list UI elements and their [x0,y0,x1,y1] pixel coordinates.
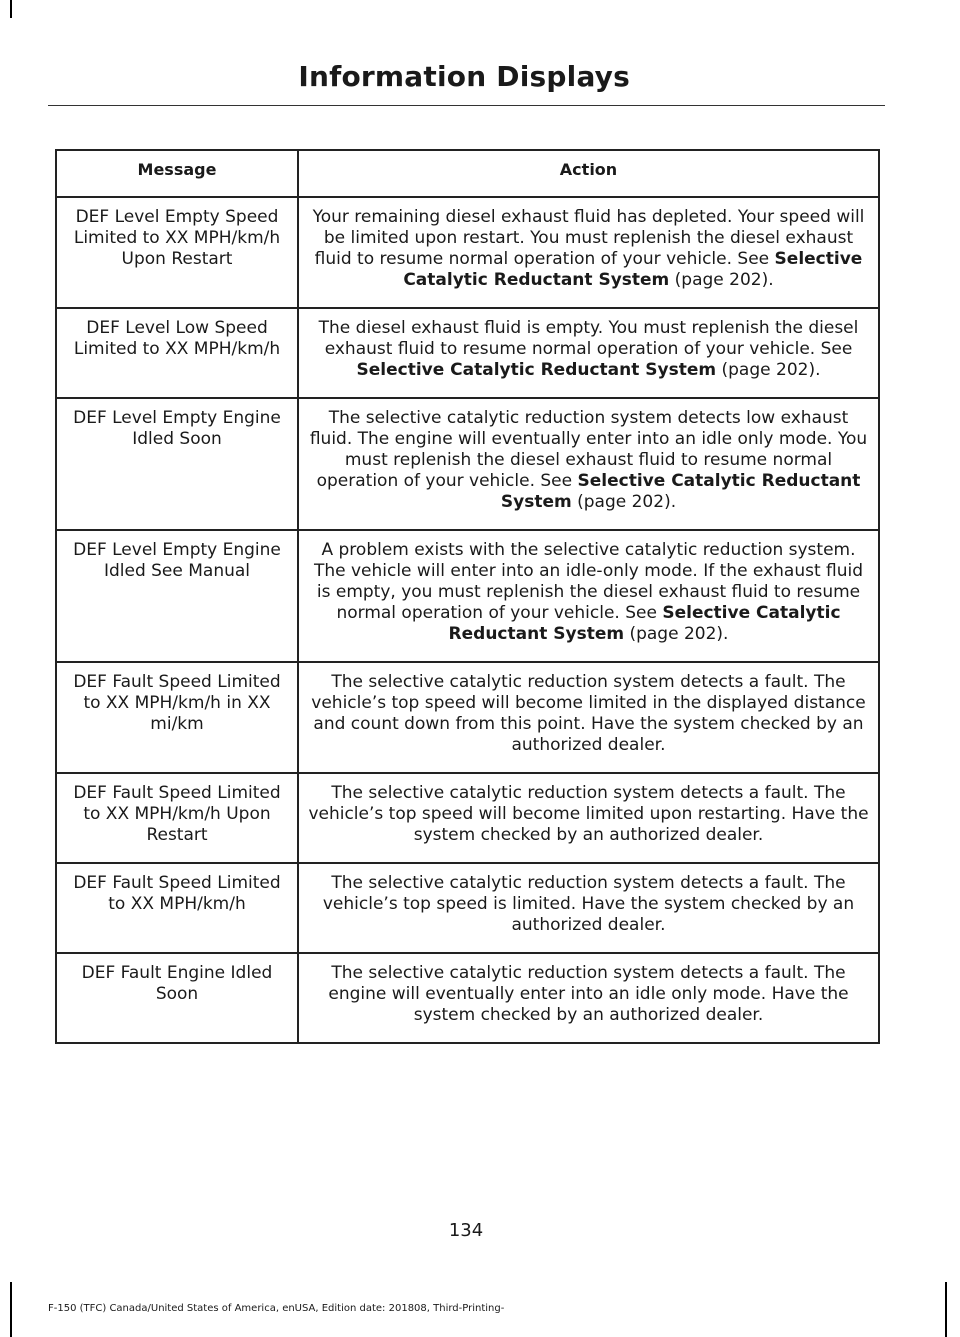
cross-reference-link[interactable]: Selective Catalytic Reductant System [500,471,861,512]
title-divider [48,105,885,106]
table-header-row [56,150,879,197]
action-text: The selective catalytic reduction system detects low exhaust fluid. The engine will eventually enter into an idle only mode. You must replenish the diesel exhaust fluid to resume normal operation of your vehicle. See [309,408,868,491]
table-row [56,953,879,1043]
column-header-action: Action [298,150,879,197]
page-reference: (page 202). [716,360,821,380]
message-cell: DEF Level Empty Engine Idled Soon [56,398,298,530]
action-cell [298,398,879,530]
action-cell [298,308,879,398]
cross-reference-link[interactable]: Selective Catalytic Reductant System [448,603,841,644]
page-reference: (page 202). [571,492,677,512]
table-row [56,662,879,773]
page-reference: (page 202). [669,270,774,290]
action-text: The selective catalytic reduction system detects a fault. The vehicle’s top speed will become limited upon restarting. Have the system checked by an authorized dealer. [308,783,869,845]
table-row [56,197,879,308]
crop-mark-bottom-right [945,1282,947,1337]
action-text: The selective catalytic reduction system detects a fault. The vehicle’s top speed is limited. Have the system checked by an authorized dealer. [322,873,855,935]
table-row [56,398,879,530]
message-cell: DEF Level Empty Engine Idled See Manual [56,530,298,662]
crop-mark-top-left [10,0,12,18]
action-text: A problem exists with the selective catalytic reduction system. The vehicle will enter into an idle-only mode. If the exhaust fluid is empty, you must replenish the diesel exhaust fluid to resume normal operation of your vehicle. See [313,540,864,623]
cross-reference-link[interactable]: Selective Catalytic Reductant System [403,249,863,290]
page-reference: (page 202). [624,624,729,644]
message-cell: DEF Level Empty Speed Limited to XX MPH/km/h Upon Restart [56,197,298,308]
column-header-message: Message [56,150,298,197]
table-row [56,530,879,662]
action-text: Your remaining diesel exhaust fluid has depleted. Your speed will be limited upon restart. You must replenish the diesel exhaust fluid to resume normal operation of your vehicle. See [312,207,865,269]
action-cell [298,863,879,953]
message-cell: DEF Fault Engine Idled Soon [56,953,298,1043]
action-text: The selective catalytic reduction system detects a fault. The vehicle’s top speed will become limited in the displayed distance and count down from this point. Have the system checked by an authorized dealer. [311,672,866,755]
action-cell [298,773,879,863]
action-text: The diesel exhaust fluid is empty. You must replenish the diesel exhaust fluid to resume normal operation of your vehicle. See [318,318,859,359]
crop-mark-bottom-left [10,1282,12,1337]
action-cell [298,662,879,773]
message-cell: DEF Fault Speed Limited to XX MPH/km/h Upon Restart [56,773,298,863]
message-action-table [55,149,880,1044]
cross-reference-link[interactable]: Selective Catalytic Reductant System [356,360,717,380]
action-cell [298,530,879,662]
message-cell: DEF Fault Speed Limited to XX MPH/km/h [56,863,298,953]
page-number: 134 [448,1220,484,1241]
table-row [56,773,879,863]
message-cell: DEF Level Low Speed Limited to XX MPH/km/h [56,308,298,398]
page-title: Information Displays [298,60,630,93]
message-cell: DEF Fault Speed Limited to XX MPH/km/h in XX mi/km [56,662,298,773]
edition-footer: F-150 (TFC) Canada/United States of America, enUSA, Edition date: 201808, Third-Printing- [48,1303,505,1314]
action-text: The selective catalytic reduction system detects a fault. The engine will eventually enter into an idle only mode. Have the system checked by an authorized dealer. [328,963,849,1025]
action-cell [298,197,879,308]
table-row [56,308,879,398]
table-row [56,863,879,953]
action-cell [298,953,879,1043]
